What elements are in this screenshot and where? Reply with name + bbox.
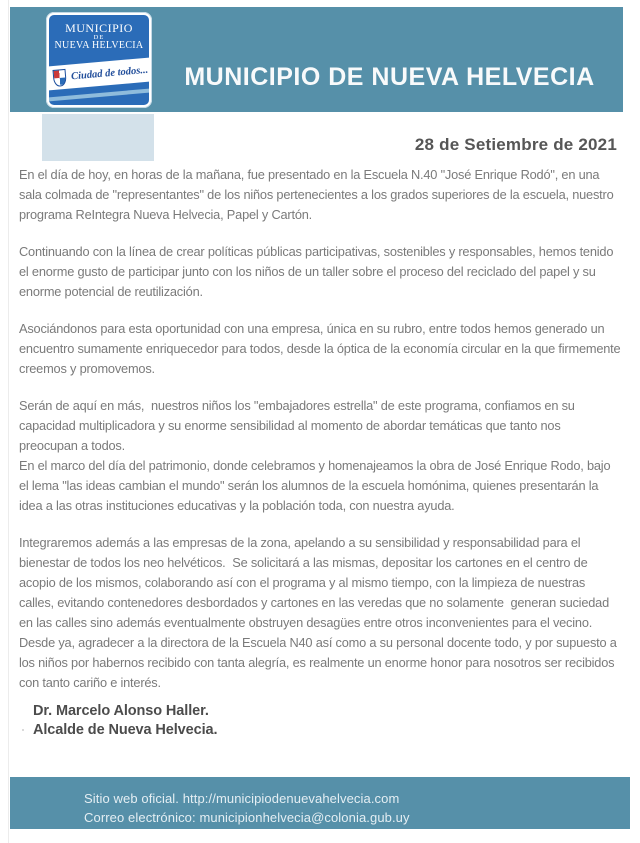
document-date: 28 de Setiembre de 2021 [414,135,617,154]
logo-name-line2: DE [93,33,105,41]
logo-wave-stripe [49,88,149,102]
signature-block [33,702,622,740]
letter-body [19,165,622,740]
logo-name-line1: MUNICIPIO [65,21,133,35]
header-band [10,7,623,112]
paragraph: Integraremos además a las empresas de la zona, apelando a su sensibilidad y responsabilidad para el bienestar de todos los neo helvéticos. Se solicitará a las mismas, depositar los cartones en el centro de acopio de los mismos, colaborando así con el programa y al mismo tiempo, con la limpieza de nuestras calles, evitando contenedores desbordados y cartones en las veredas que no solamente generan suciedad en las calles sino además eventualmente obstruyen desagües entre otros inconvenientes para el vecino. [19,535,613,630]
logo-name-line3: NUEVA HELVECIA [54,40,144,52]
signature-name: Dr. Marcelo Alonso Haller. [33,703,209,719]
paragraph: Asociándonos para esta oportunidad con una empresa, única en su rubro, entre todos hemos generado un encuentro sumamente enriquecedor para todos, desde la óptica de la economía circular en la que firmemente creemos y promovemos. [19,321,624,376]
paragraph: Continuando con la línea de crear políticas públicas participativas, sostenibles y responsables, hemos tenido el enorme gusto de participar junto con los niños de un taller sobre el proceso del reciclado del papel y su enorme potencial de reutilización. [19,244,617,299]
municipality-logo-inner [49,15,149,105]
paragraph: En el día de hoy, en horas de la mañana, fue presentado en la Escuela N.40 "José Enrique Rodó", en una sala colmada de "representantes" de los niños pertenecientes a los grados superiores de la escuela, nuestro programa ReIntegra Nueva Helvecia, Papel y Cartón. [19,167,617,222]
footer-website: Sitio web oficial. http://municipiodenuevahelvecia.com [84,791,400,806]
body-paragraphs [19,165,622,693]
paragraph: En el marco del día del patrimonio, donde celebramos y homenajeamos la obra de José Enrique Rodo, bajo el lema "las ideas cambian el mundo" serán los alumnos de la escuela homónima, quienes presentarán la idea a las otras instituciones educativas y la población toda, con nuestra ayuda. [19,458,614,513]
page-edge-line [8,0,9,843]
paragraph: Desde ya, agradecer a la directora de la Escuela N40 así como a su personal docente todo, y por supuesto a los niños por habernos recibido con tanta alegría, es realmente un enorme honor para nosotros ser recibidos con tanto cariño e interés. [19,635,621,690]
scan-artifact-dot [22,729,24,731]
footer-email: Correo electrónico: municipionhelvecia@colonia.gub.uy [84,810,410,825]
logo-wave-band [49,57,149,91]
signature-role: Alcalde de Nueva Helvecia. [33,722,218,738]
municipality-logo [46,12,152,108]
paragraph: Serán de aquí en más, nuestros niños los "embajadores estrella" de este programa, confiamos en su capacidad multiplicadora y su enorme sensibilidad al momento de abordar temáticas que tanto nos preocupan a todos. [19,398,579,453]
page-title: MUNICIPIO DE NUEVA HELVECIA [184,63,595,91]
coat-of-arms-icon [52,68,66,86]
logo-name-block [49,15,149,52]
footer-band [10,777,630,829]
highlight-rectangle [42,114,154,161]
logo-motto: Ciudad de todos... [70,64,149,82]
